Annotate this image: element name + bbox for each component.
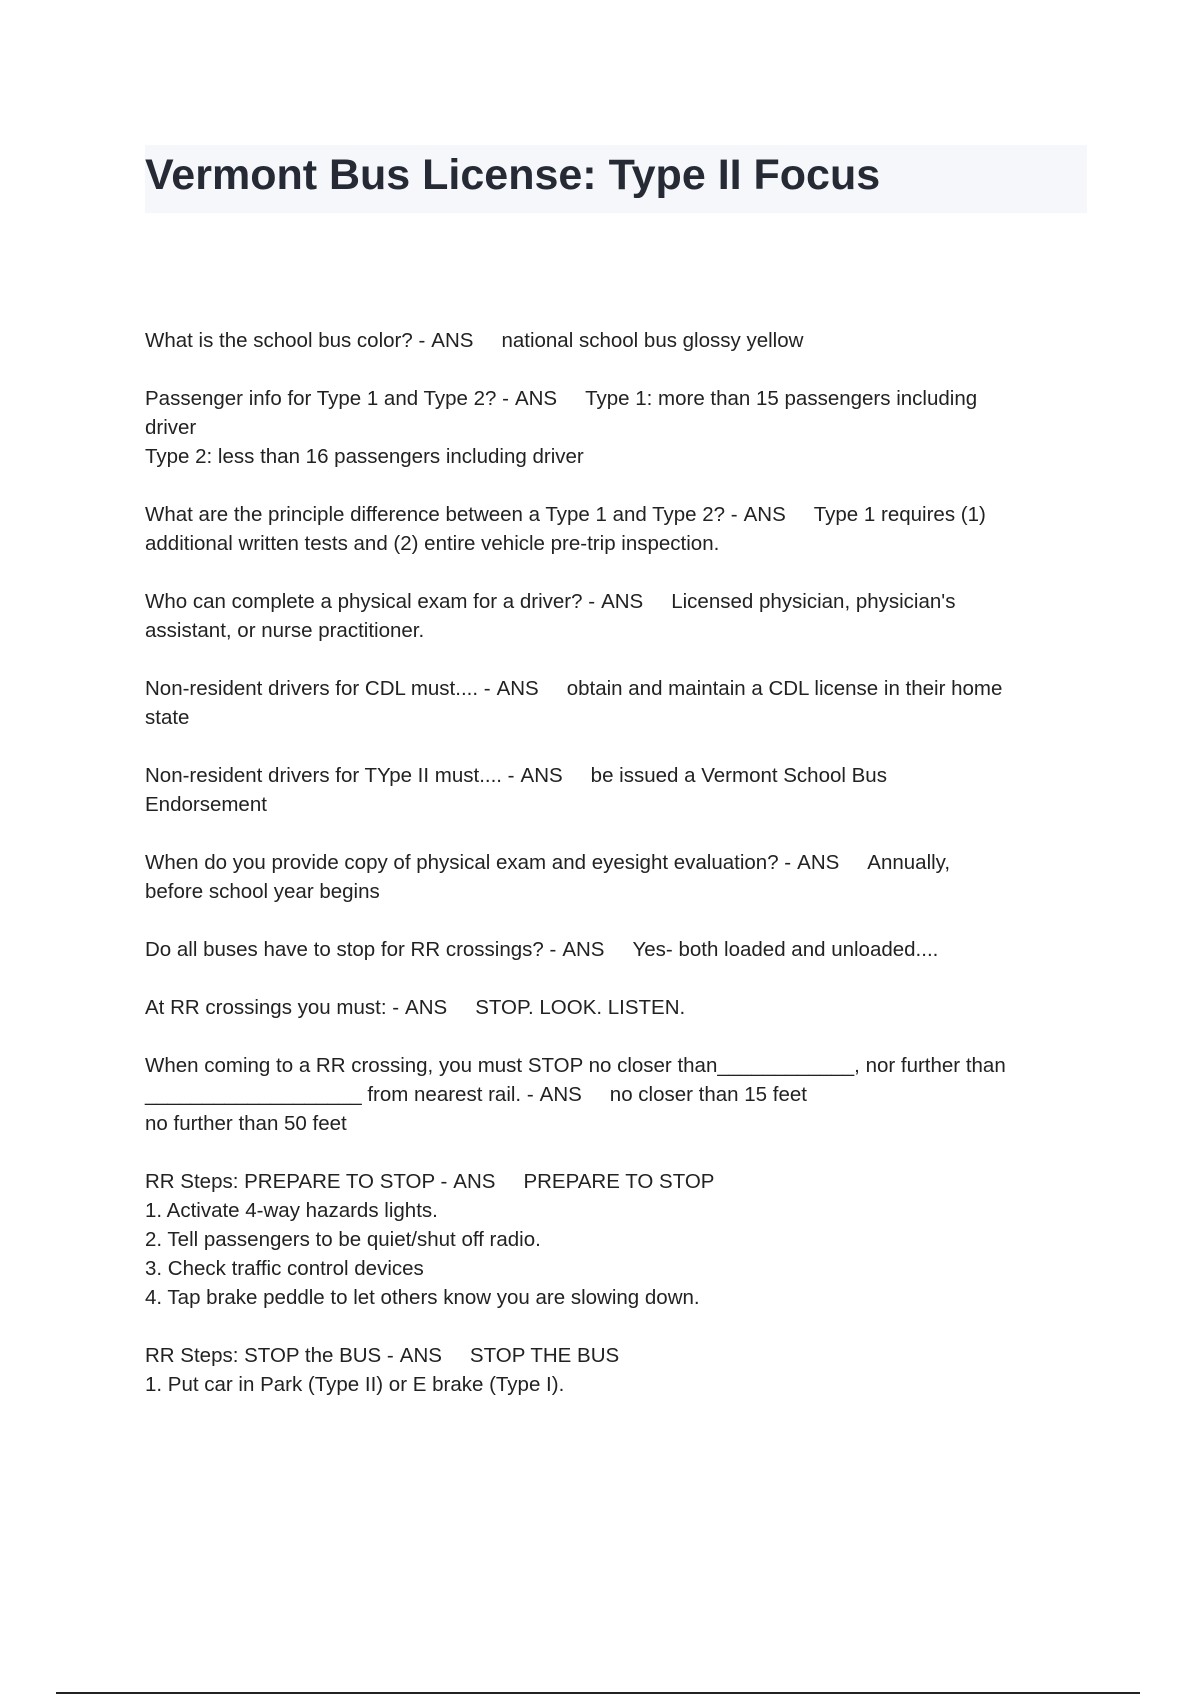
ans-label: ANS <box>520 764 563 787</box>
answer-text: Yes- both loaded and unloaded.... <box>632 938 939 961</box>
footer-divider <box>56 1692 1140 1694</box>
question-text: RR Steps: STOP the BUS - <box>145 1344 394 1367</box>
answer-text: Type 2: less than 16 passengers including driver <box>145 445 584 468</box>
answer-text: 4. Tap brake peddle to let others know you are slowing down. <box>145 1286 700 1309</box>
answer-text: PREPARE TO STOP <box>523 1170 715 1193</box>
answer-text: Endorsement <box>145 793 267 816</box>
question-text: When coming to a RR crossing, you must STOP no closer than____________, nor further than <box>145 1054 1006 1077</box>
question-text: What are the principle difference between a Type 1 and Type 2? - <box>145 503 738 526</box>
qa-item <box>145 1051 1095 1138</box>
answer-text: STOP THE BUS <box>469 1344 620 1367</box>
ans-label: ANS <box>431 329 474 352</box>
answer-text: before school year begins <box>145 880 380 903</box>
answer-text: Annually, <box>867 851 951 874</box>
answer-text: no further than 50 feet <box>145 1112 347 1135</box>
answer-text: national school bus glossy yellow <box>501 329 804 352</box>
answer-text: 1. Put car in Park (Type II) or E brake (Type I). <box>145 1373 565 1396</box>
question-text: When do you provide copy of physical exam and eyesight evaluation? - <box>145 851 792 874</box>
question-text: What is the school bus color? - <box>145 329 426 352</box>
qa-item <box>145 1341 1095 1399</box>
ans-label: ANS <box>601 590 644 613</box>
answer-text: state <box>145 706 190 729</box>
answer-text: 3. Check traffic control devices <box>145 1257 424 1280</box>
ans-label: ANS <box>399 1344 442 1367</box>
ans-label: ANS <box>405 996 448 1019</box>
question-text: ___________________ from nearest rail. - <box>145 1083 534 1106</box>
answer-text: Type 1: more than 15 passengers including <box>585 387 978 410</box>
qa-item <box>145 1167 1095 1312</box>
qa-item <box>145 500 1095 558</box>
answer-text: 2. Tell passengers to be quiet/shut off radio. <box>145 1228 541 1251</box>
qa-item <box>145 761 1095 819</box>
question-text: At RR crossings you must: - <box>145 996 400 1019</box>
answer-text: additional written tests and (2) entire vehicle pre-trip inspection. <box>145 532 720 555</box>
answer-text: be issued a Vermont School Bus <box>590 764 887 787</box>
ans-label: ANS <box>453 1170 496 1193</box>
answer-text: Licensed physician, physician's <box>671 590 956 613</box>
answer-text: obtain and maintain a CDL license in their home <box>566 677 1003 700</box>
qa-item <box>145 587 1095 645</box>
qa-item <box>145 848 1095 906</box>
ans-label: ANS <box>496 677 539 700</box>
question-text: RR Steps: PREPARE TO STOP - <box>145 1170 448 1193</box>
qa-item <box>145 326 1095 355</box>
answer-text: Type 1 requires (1) <box>813 503 986 526</box>
qa-item <box>145 674 1095 732</box>
qa-list <box>145 326 1095 1428</box>
question-text: Non-resident drivers for CDL must.... - <box>145 677 491 700</box>
answer-text: assistant, or nurse practitioner. <box>145 619 425 642</box>
ans-label: ANS <box>539 1083 582 1106</box>
qa-item <box>145 384 1095 471</box>
title-banner <box>145 145 1087 213</box>
qa-item <box>145 993 1095 1022</box>
page-title: Vermont Bus License: Type II Focus <box>145 151 881 199</box>
answer-text: STOP. LOOK. LISTEN. <box>475 996 686 1019</box>
question-text: Non-resident drivers for TYpe II must.... - <box>145 764 515 787</box>
ans-label: ANS <box>797 851 840 874</box>
answer-text: 1. Activate 4-way hazards lights. <box>145 1199 438 1222</box>
ans-label: ANS <box>562 938 605 961</box>
question-text: Passenger info for Type 1 and Type 2? - <box>145 387 509 410</box>
question-text: Who can complete a physical exam for a driver? - <box>145 590 596 613</box>
answer-text: driver <box>145 416 197 439</box>
ans-label: ANS <box>514 387 558 410</box>
answer-text: no closer than 15 feet <box>609 1083 807 1106</box>
ans-label: ANS <box>743 503 786 526</box>
question-text: Do all buses have to stop for RR crossings? - <box>145 938 557 961</box>
qa-item <box>145 935 1095 964</box>
